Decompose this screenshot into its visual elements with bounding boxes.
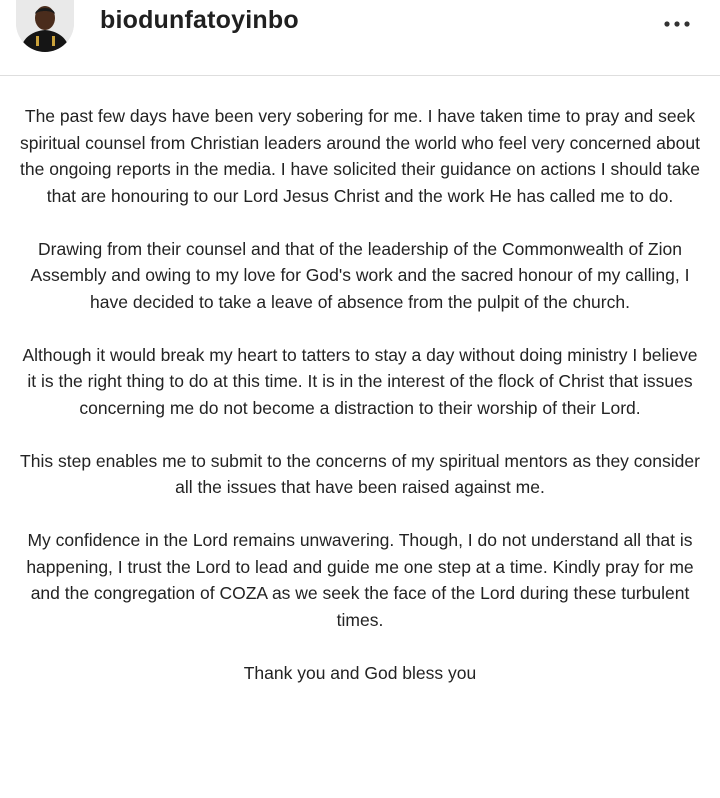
more-dots-icon xyxy=(656,10,700,38)
avatar[interactable] xyxy=(16,0,74,52)
statement-paragraph-1: The past few days have been very sobering for me. I have taken time to pray and seek spiritual counsel from Christian leaders around the world who feel very concerned about the ongoing reports in the media. I have solicited their guidance on actions I should take that are honouring to our Lord Jesus Christ and the work He has called me to do. xyxy=(20,106,701,206)
profile-photo xyxy=(16,0,74,52)
statement-paragraph-4: This step enables me to submit to the concerns of my spiritual mentors as they consider all the issues that have been raised against me. xyxy=(20,450,700,497)
statement-paragraph-5: My confidence in the Lord remains unwavering. Though, I do not understand all that is happening, I trust the Lord to lead and guide me one step at a time. Kindly pray for me and the congregation of COZA as we seek the face of the Lord during these turbulent times. xyxy=(26,530,694,630)
post-header xyxy=(0,0,720,76)
statement-closing: Thank you and God bless you xyxy=(243,662,477,683)
statement-paragraph-2: Drawing from their counsel and that of the leadership of the Commonwealth of Zion Assembly and owing to my love for God's work and the sacred honour of my calling, I have decided to take a leave of absence from the pulpit of the church. xyxy=(30,238,690,312)
statement-paragraph-3: Although it would break my heart to tatters to stay a day without doing ministry I believe it is the right thing to do at this time. It is in the interest of the flock of Christ that issues concerning me do not become a distraction to their worship of their Lord. xyxy=(22,344,698,418)
username[interactable]: biodunfatoyinbo xyxy=(100,6,299,34)
more-options-button[interactable] xyxy=(656,10,700,38)
post-image-text xyxy=(20,103,700,686)
